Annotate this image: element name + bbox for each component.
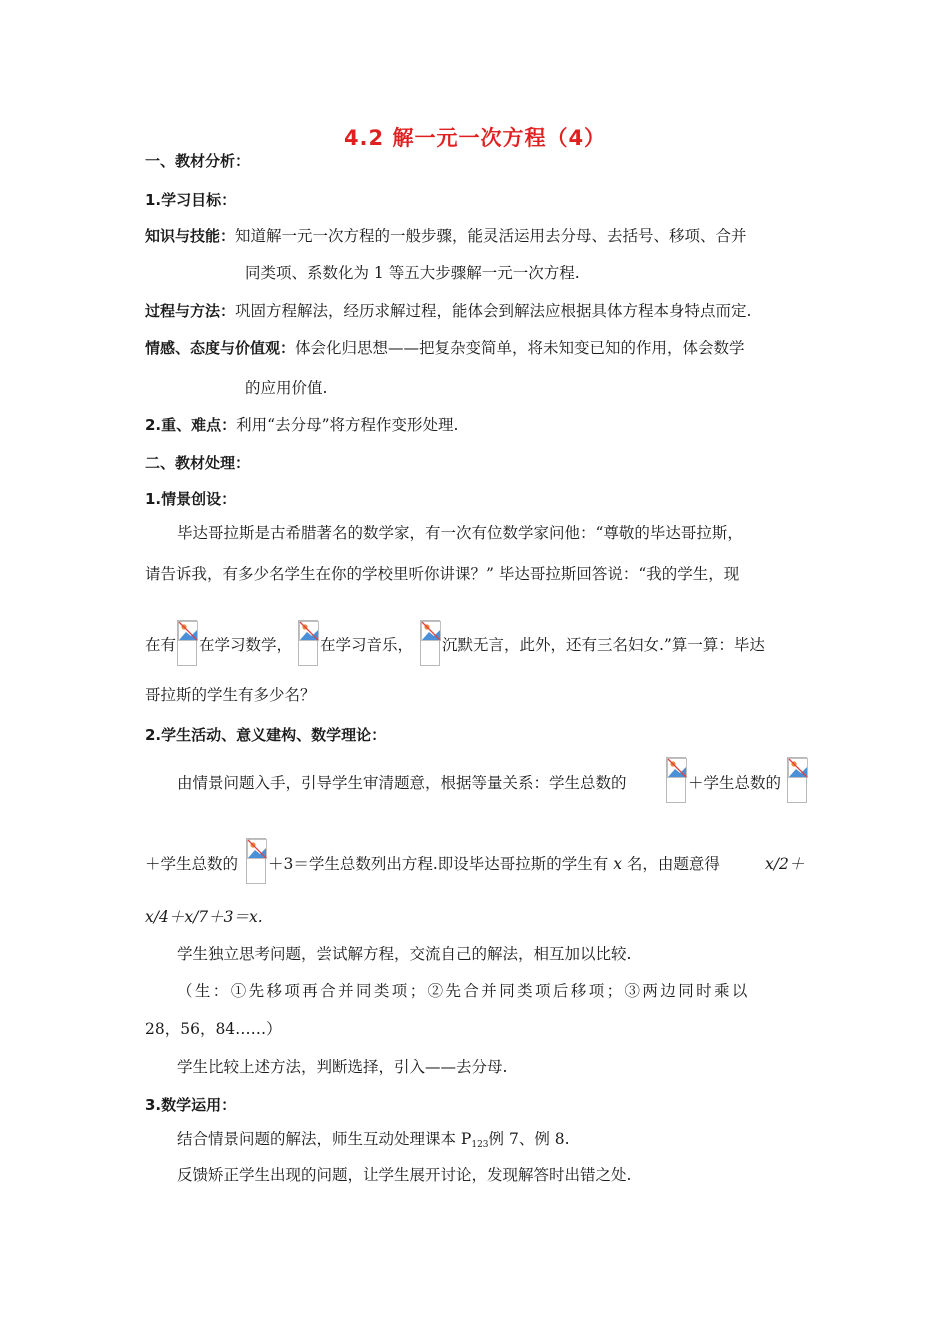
scene-line-4: 哥拉斯的学生有多少名？ xyxy=(145,686,316,704)
scene-line-3c: 在学习音乐， xyxy=(320,636,414,654)
scene-line-2: 请告诉我，有多少名学生在你的学校里听你讲课？” 毕达哥拉斯回答说：“我的学生，现 xyxy=(145,565,740,583)
emotion-line-1 xyxy=(145,337,745,359)
broken-image-icon xyxy=(247,839,267,859)
broken-image-icon xyxy=(421,621,441,641)
fraction-image-placeholder xyxy=(420,620,440,666)
emotion-text-1: 体会化归思想——把复杂变简单，将未知变已知的作用，体会数学 xyxy=(295,339,745,357)
fraction-image-placeholder xyxy=(298,620,318,666)
activity-line-4: （生：①先移项再合并同类项；②先合并同类项后移项；③两边同时乘以 xyxy=(177,982,750,1000)
activity-heading: 2.学生活动、意义建构、数学理论： xyxy=(145,726,387,744)
application-line-1b: 例 7、例 8. xyxy=(488,1130,570,1148)
process-text: 巩固方程解法，经历求解过程，能体会到解法应根据具体方程本身特点而定. xyxy=(235,302,752,320)
process-line xyxy=(145,300,751,322)
keypoint-label: 2.重、难点： xyxy=(145,416,237,434)
emotion-label: 情感、态度与价值观： xyxy=(145,339,296,357)
fraction-image-placeholder xyxy=(666,757,686,803)
application-line-1 xyxy=(177,1128,570,1156)
activity-line-2b-text: ＋3＝学生总数列出方程.即设毕达哥拉斯的学生有 xyxy=(268,855,609,873)
broken-image-icon xyxy=(788,758,808,778)
fraction-image-placeholder xyxy=(787,757,807,803)
page-subscript: 123 xyxy=(471,1140,489,1150)
knowledge-label: 知识与技能： xyxy=(145,227,236,245)
variable-x: x xyxy=(613,855,622,873)
activity-line-5: 28，56，84……） xyxy=(145,1020,282,1038)
equation-part-2: x/4＋x/7＋3＝x. xyxy=(145,908,263,926)
equation-part-1: x/2＋ xyxy=(765,855,805,873)
activity-line-3: 学生独立思考问题，尝试解方程，交流自己的解法，相互加以比较. xyxy=(177,945,632,963)
knowledge-line-1 xyxy=(145,225,747,247)
section-heading-processing: 二、教材处理： xyxy=(145,454,251,472)
activity-line-1a: 由情景问题入手，引导学生审清题意，根据等量关系：学生总数的 xyxy=(177,774,627,792)
application-line-1a: 结合情景问题的解法，师生互动处理课本 P xyxy=(177,1130,472,1148)
application-line-2: 反馈矫正学生出现的问题，让学生展开讨论，发现解答时出错之处. xyxy=(177,1166,632,1184)
scene-line-3a: 在有 xyxy=(145,636,177,654)
broken-image-icon xyxy=(178,621,198,641)
keypoint-text: 利用“去分母”将方程作变形处理. xyxy=(236,416,459,434)
activity-line-2c: 名，由题意得 xyxy=(626,855,720,873)
knowledge-text-1: 知道解一元一次方程的一般步骤，能灵活运用去分母、去括号、移项、合并 xyxy=(235,227,747,245)
emotion-text-2: 的应用价值. xyxy=(245,379,328,397)
fraction-image-placeholder xyxy=(246,838,266,884)
activity-line-6: 学生比较上述方法，判断选择，引入——去分母. xyxy=(177,1058,508,1076)
keypoint-line xyxy=(145,414,458,436)
broken-image-icon xyxy=(667,758,687,778)
scene-line-3d: 沉默无言，此外，还有三名妇女.”算一算：毕达 xyxy=(442,636,765,654)
activity-line-1b: ＋学生总数的 xyxy=(688,774,782,792)
scene-line-3b: 在学习数学， xyxy=(199,636,293,654)
page-title: 4.2 解一元一次方程（4） xyxy=(343,126,607,150)
knowledge-text-2: 同类项、系数化为 1 等五大步骤解一元一次方程. xyxy=(245,264,580,282)
section-heading-analysis: 一、教材分析： xyxy=(145,152,251,170)
application-heading: 3.数学运用： xyxy=(145,1096,237,1114)
goals-heading: 1.学习目标： xyxy=(145,191,237,209)
scene-heading: 1.情景创设： xyxy=(145,490,237,508)
fraction-image-placeholder xyxy=(177,620,197,666)
activity-line-2b xyxy=(268,853,720,875)
scene-line-1: 毕达哥拉斯是古希腊著名的数学家，有一次有位数学家问他：“尊敬的毕达哥拉斯， xyxy=(177,524,743,542)
process-label: 过程与方法： xyxy=(145,302,236,320)
activity-line-2a: ＋学生总数的 xyxy=(145,855,239,873)
broken-image-icon xyxy=(299,621,319,641)
